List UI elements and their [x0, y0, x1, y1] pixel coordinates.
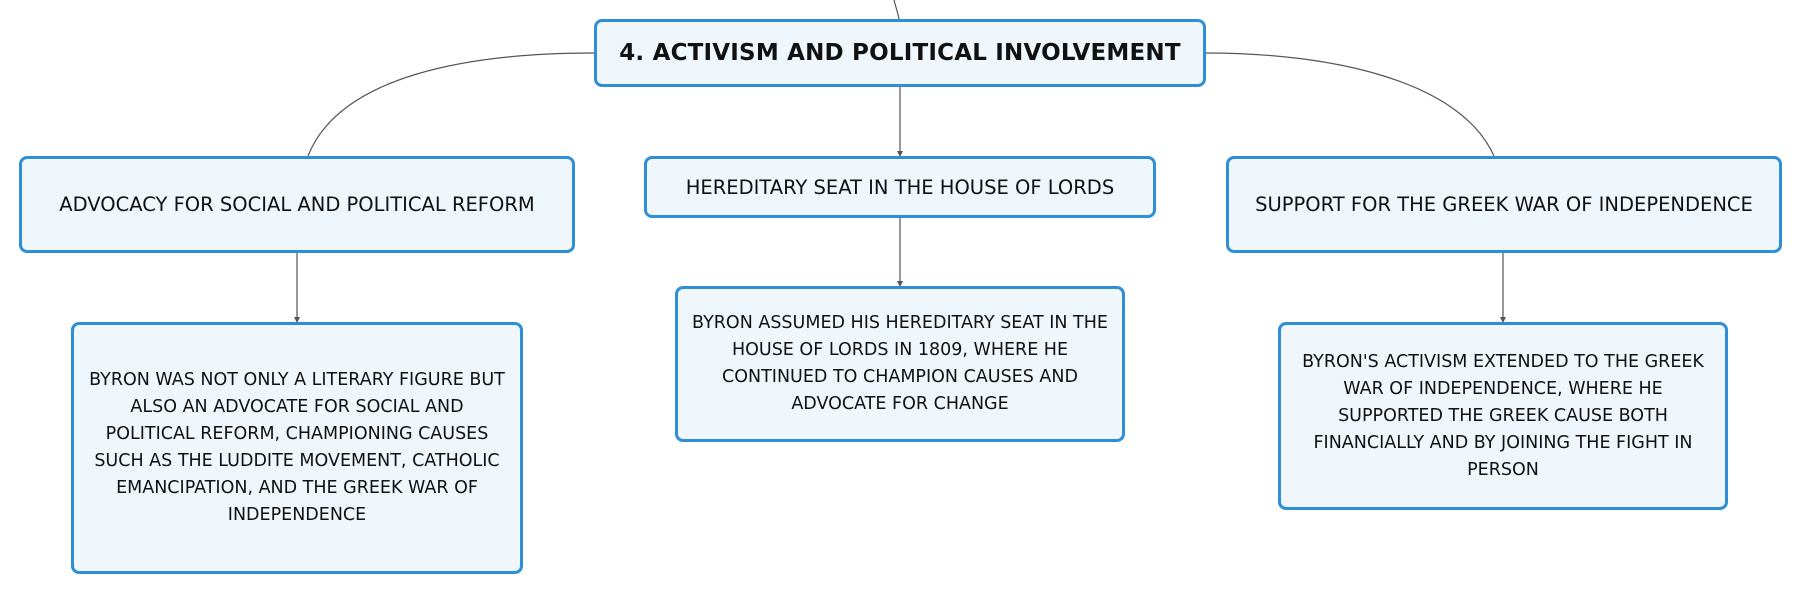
detail-node-greek-war[interactable]	[1278, 322, 1728, 510]
detail-text-greek-war: BYRON'S ACTIVISM EXTENDED TO THE GREEK WAR OF INDEPENDENCE, WHERE HE SUPPORTED THE GREEK CAUSE BOTH FINANCIALLY AND BY JOINING THE FIGHT IN PERSON	[1302, 351, 1704, 480]
topic-label-greek-war: SUPPORT FOR THE GREEK WAR OF INDEPENDENCE	[1255, 193, 1753, 216]
root-topic-node[interactable]	[594, 19, 1206, 87]
topic-node-social-political-reform[interactable]	[19, 156, 575, 253]
connector-root-to-right-topic	[1206, 53, 1494, 156]
detail-text-social-political-reform: BYRON WAS NOT ONLY A LITERARY FIGURE BUT ALSO AN ADVOCATE FOR SOCIAL AND POLITICAL REFORM, CHAMPIONING CAUSES SUCH AS THE LUDDITE MOVEMENT, CATHOLIC EMANCIPATION, AND THE GREEK WAR OF INDEPENDENCE	[89, 370, 505, 525]
topic-node-greek-war[interactable]	[1226, 156, 1782, 253]
topic-label-house-of-lords: HEREDITARY SEAT IN THE HOUSE OF LORDS	[685, 175, 1115, 199]
detail-text-house-of-lords: BYRON ASSUMED HIS HEREDITARY SEAT IN THE HOUSE OF LORDS IN 1809, WHERE HE CONTINUED TO CHAMPION CAUSES AND ADVOCATE FOR CHANGE	[692, 313, 1108, 414]
topic-node-house-of-lords[interactable]	[644, 156, 1156, 218]
connector-root-to-left-topic	[308, 53, 594, 156]
detail-node-social-political-reform[interactable]	[71, 322, 523, 574]
connector-from-parent	[894, 0, 899, 19]
topic-label-social-political-reform: ADVOCACY FOR SOCIAL AND POLITICAL REFORM	[59, 193, 535, 216]
detail-node-house-of-lords[interactable]	[675, 286, 1125, 442]
root-topic-label: 4. ACTIVISM AND POLITICAL INVOLVEMENT	[619, 40, 1181, 66]
